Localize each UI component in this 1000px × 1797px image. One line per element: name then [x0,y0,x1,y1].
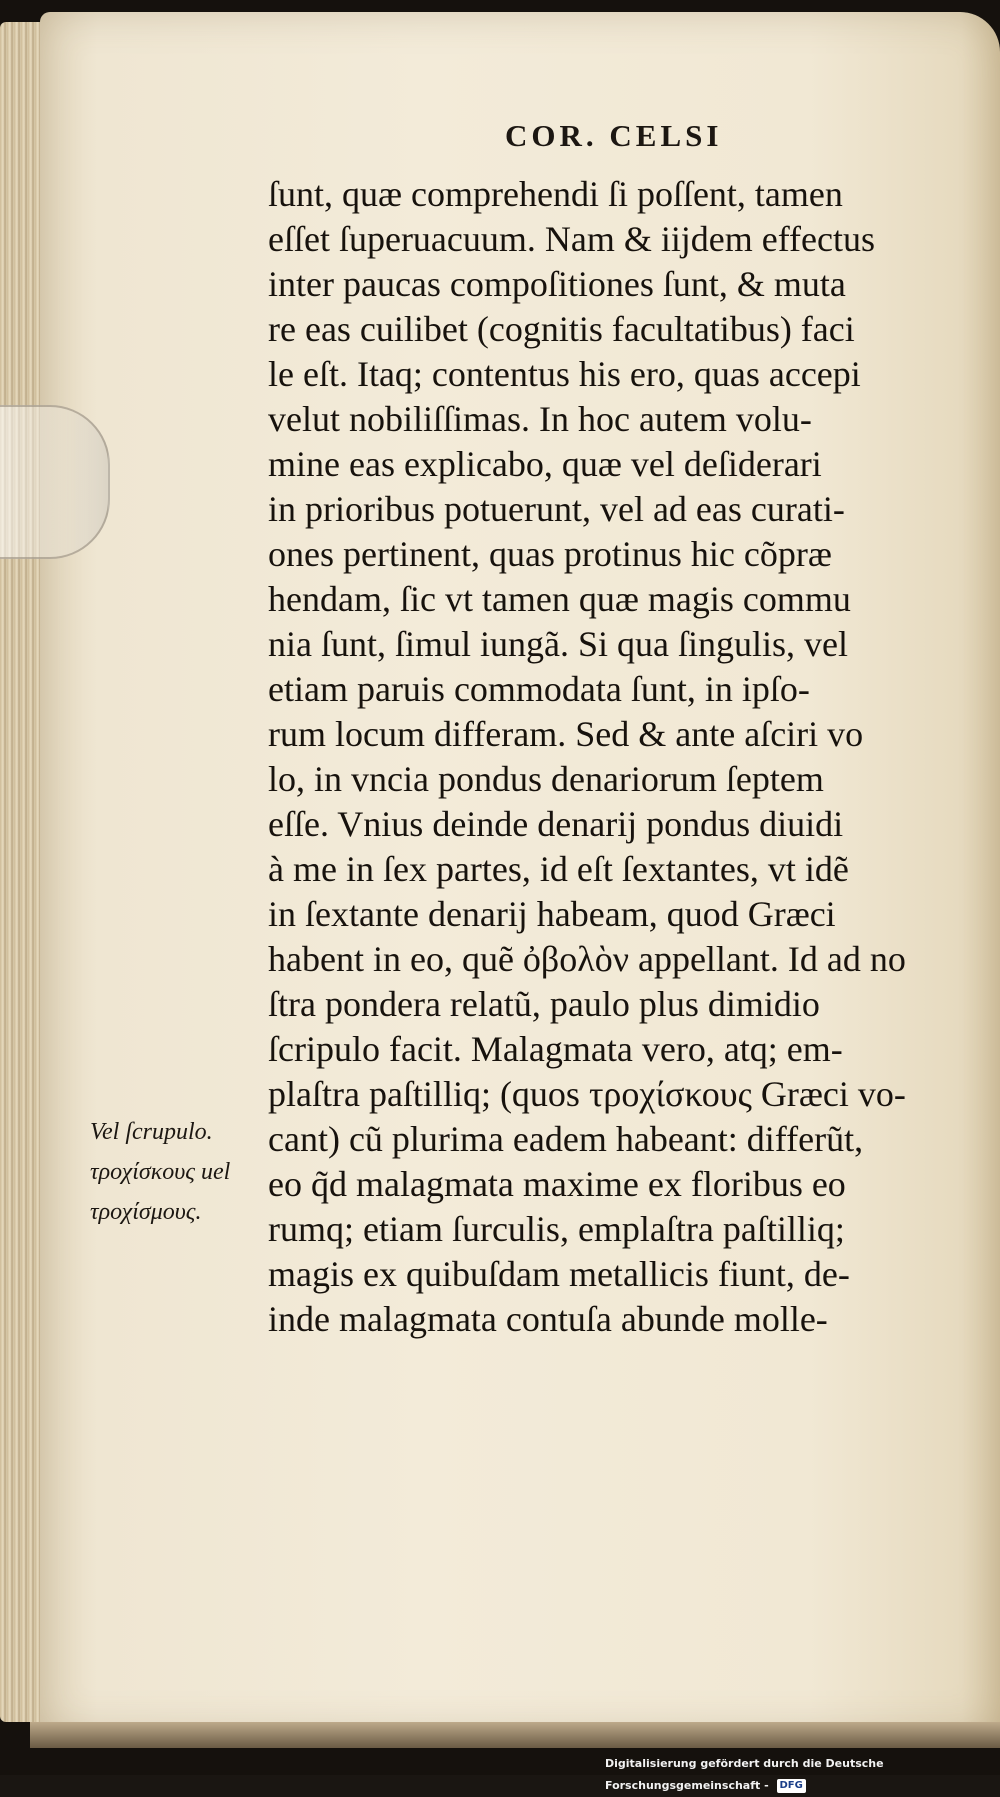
text-line: velut nobiliſſimas. In hoc autem volu- [268,399,812,439]
dfg-logo: DFG [777,1779,806,1793]
marginal-note: τροχίσμους. [90,1199,202,1225]
book-clip [0,405,110,559]
text-line: inde malagmata contuſa abunde molle- [268,1299,828,1339]
page-bottom-edge [30,1722,1000,1748]
text-line: magis ex quibuſdam metallicis fiunt, de- [268,1254,850,1294]
text-line: rum locum differam. Sed & ante aſciri vo [268,714,864,754]
text-line: mine eas explicabo, quæ vel deſiderari [268,444,822,484]
text-line: rumq; etiam ſurculis, emplaſtra paſtilliq; [268,1209,845,1249]
text-line: ſtra pondera relatũ, paulo plus dimidio [268,984,820,1024]
text-line: in ſextante denarĳ habeam, quod Græci [268,894,836,934]
text-line: nia ſunt, ſimul iungã. Si qua ſingulis, vel [268,624,848,664]
text-line: re eas cuilibet (cognitis facultatibus) faci [268,309,855,349]
text-line: eſſet ſuperuacuum. Nam & iĳdem effectus [268,219,876,259]
marginal-note: τροχίσκους uel [90,1159,231,1185]
text-line: ſunt, quæ comprehendi ſi poſſent, tamen [268,174,843,214]
text-line: hendam, ſic vt tamen quæ magis commu [268,579,851,619]
text-line: à me in ſex partes, id eſt ſextantes, vt idẽ [268,849,849,889]
running-head: COR. CELSI [505,118,723,153]
body-text [268,172,968,1342]
digitization-credit [605,1753,1000,1792]
text-line: ones pertinent, quas protinus hic cõpræ [268,534,832,574]
credit-text: Digitalisierung gefördert durch die Deutsche Forschungsgemeinschaft - [605,1757,884,1792]
text-line: eſſe. Vnius deinde denarĳ pondus diuidi [268,804,844,844]
text-line: inter paucas compoſitiones ſunt, & muta [268,264,846,304]
text-line: in prioribus potuerunt, vel ad eas curati- [268,489,845,529]
text-line: lo, in vncia pondus denariorum ſeptem [268,759,824,799]
marginal-notes [90,1112,262,1232]
text-line: ſcripulo facit. Malagmata vero, atq; em- [268,1029,843,1069]
text-line: le eſt. Itaq; contentus his ero, quas accepi [268,354,861,394]
text-line: etiam paruis commodata ſunt, in ipſo- [268,669,810,709]
text-line: habent in eo, quẽ ὀβολὸν appellant. Id ad no [268,939,906,979]
text-line: plaſtra paſtilliq; (quos τροχίσκους Græci vo- [268,1074,906,1114]
text-line: eo q̃d malagmata maxime ex floribus eo [268,1164,846,1204]
marginal-note: Vel ſcrupulo. [90,1119,213,1145]
text-line: cant) cũ plurima eadem habeant: differũt, [268,1119,864,1159]
